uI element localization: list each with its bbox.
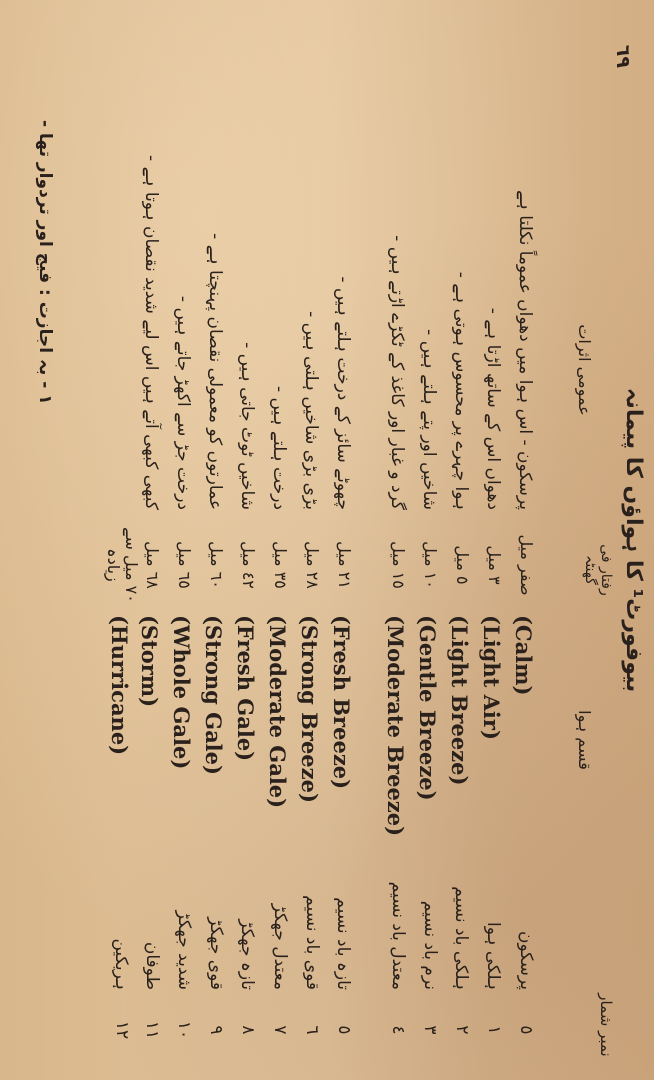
row-speed: ١٥ میل xyxy=(389,541,408,589)
row-speed: ٦٠ میل xyxy=(207,541,226,589)
header-number: نمبر شمار xyxy=(597,993,615,1057)
row-number: ١١ xyxy=(142,1020,162,1040)
row-urdu-name: طوفان xyxy=(142,941,162,990)
row-speed: ٢٨ میل xyxy=(303,541,322,589)
row-speed: ٣٥ میل xyxy=(271,541,290,589)
row-urdu-name: معتدل جھکڑ xyxy=(270,903,290,990)
row-english-name: (Light Air) xyxy=(479,615,504,740)
row-speed: ٢١ میل xyxy=(335,541,354,589)
row-english-name: (Light Breeze) xyxy=(447,615,472,786)
row-effect: چھوٹے سائز کے درخت ہلتے ہیں - xyxy=(333,276,353,510)
row-number: ٣ xyxy=(420,1025,440,1035)
header-wind-type: قسم ہوا xyxy=(575,710,594,770)
row-speed: صفر میل xyxy=(517,534,536,596)
row-number: ٢ xyxy=(452,1025,472,1035)
row-english-name: (Moderate Gale) xyxy=(265,615,290,809)
row-effect: دھواں اس کے ساتھ اڑتا ہے - xyxy=(483,307,503,510)
row-number: ٧ xyxy=(270,1025,290,1035)
row-urdu-name: ہلکی ہوا xyxy=(483,921,503,990)
header-speed: رفتار فی گھنٹہ xyxy=(582,544,614,596)
row-effect: گرد و غبار اور کاغذ کے ٹکڑے اڑتے ہیں - xyxy=(387,235,407,510)
row-urdu-name: ہلکی باد نسیم xyxy=(451,886,471,990)
row-english-name: (Storm) xyxy=(137,615,162,708)
row-english-name: (Fresh Gale) xyxy=(233,615,258,762)
row-effect: کبھی کبھی آتے ہیں اس لیے شدید نقصان ہوتا ہے - xyxy=(141,155,161,510)
row-effect: بڑی بڑی شاخیں ہلتی ہیں - xyxy=(301,311,321,510)
page-title: بیوفورٹ¹ کا ہواؤں کا پیمانہ xyxy=(621,387,646,693)
row-effect: پرسکون - اس ہوا میں دھواں عموماً نکلتا ہے xyxy=(515,189,535,510)
row-english-name: (Calm) xyxy=(511,615,536,696)
row-speed: ١٠ میل xyxy=(421,541,440,589)
row-speed: ٧٠ میل سے زیادہ xyxy=(104,527,141,603)
row-speed: ٣ میل xyxy=(485,545,504,585)
row-speed: ٥ میل xyxy=(453,545,472,585)
row-number: ٥ xyxy=(334,1025,354,1035)
row-effect: درخت ہلتے ہیں - xyxy=(269,385,289,510)
row-urdu-name: تازہ باد نسیم xyxy=(333,897,353,990)
row-number: ١٢ xyxy=(112,1020,132,1040)
row-speed: ٤٢ میل xyxy=(239,541,258,589)
row-number: ٨ xyxy=(238,1025,258,1035)
row-english-name: (Fresh Breeze) xyxy=(329,615,354,790)
row-number: ٥ xyxy=(516,1025,536,1035)
row-urdu-name: قوی باد نسیم xyxy=(302,895,322,990)
row-speed: ٦٥ میل xyxy=(175,541,194,589)
row-speed: ٦٨ میل xyxy=(143,541,162,589)
row-english-name: (Gentle Breeze) xyxy=(415,615,440,801)
row-effect: شاخیں ٹوٹ جاتی ہیں - xyxy=(237,342,257,510)
footnote: ١ - بہ اجازت : فیج اور تردوار تھا - xyxy=(35,120,55,405)
page-number: ٦٩ xyxy=(612,44,634,68)
row-number: ١ xyxy=(484,1025,504,1035)
row-english-name: (Strong Gale) xyxy=(201,615,226,775)
row-effect: شاخیں اور پتے ہلتے ہیں - xyxy=(419,329,439,510)
row-effect: عمارتوں کو معمولی نقصان پہنچتا ہے - xyxy=(205,233,225,510)
row-number: ١٠ xyxy=(174,1020,194,1040)
row-english-name: (Hurricane) xyxy=(107,615,132,756)
row-urdu-name: ہریکین xyxy=(111,938,131,990)
row-urdu-name: نرم باد نسیم xyxy=(420,900,440,990)
row-number: ٦ xyxy=(302,1025,322,1035)
row-english-name: (Moderate Breeze) xyxy=(383,615,408,837)
row-urdu-name: قوی جھکڑ xyxy=(206,917,226,990)
row-urdu-name: شدید جھکڑ xyxy=(174,910,194,990)
row-effect: درخت جڑ سے اکھڑ جاتے ہیں - xyxy=(173,295,193,510)
row-urdu-name: تازہ جھکڑ xyxy=(237,919,257,990)
row-english-name: (Whole Gale) xyxy=(169,615,194,770)
row-urdu-name: پرسکون xyxy=(516,930,536,990)
row-urdu-name: معتدل باد نسیم xyxy=(388,881,408,990)
header-effects: عمومی اثرات xyxy=(575,324,594,416)
row-effect: ہوا چہرے پر محسوس ہوتی ہے - xyxy=(451,271,471,510)
row-number: ٩ xyxy=(206,1025,226,1035)
row-english-name: (Strong Breeze) xyxy=(297,615,322,803)
row-number: ٤ xyxy=(388,1025,408,1035)
